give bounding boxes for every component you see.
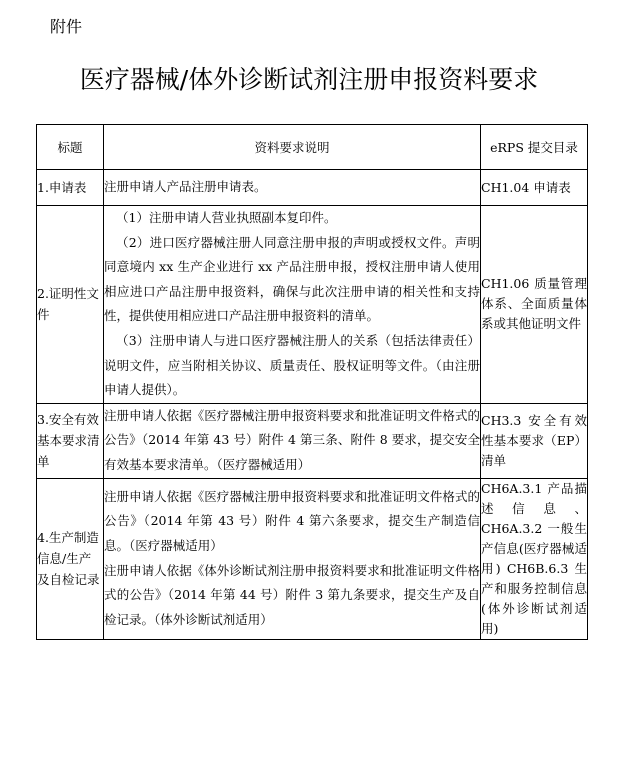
- row-erps: CH1.04 申请表: [481, 170, 588, 206]
- table-row: [37, 403, 588, 478]
- header-erps: eRPS 提交目录: [481, 125, 588, 170]
- row-title: 2.证明性文件: [37, 206, 104, 404]
- header-title: 标题: [37, 125, 104, 170]
- description-paragraph: 注册申请人依据《体外诊断试剂注册申报资料要求和批准证明文件格式的公告》（2014 年第 44 号）附件 3 第九条要求，提交生产及自检记录。（体外诊断试剂适用）: [104, 562, 480, 627]
- row-description: [104, 403, 481, 478]
- document-title: 医疗器械/体外诊断试剂注册申报资料要求: [79, 65, 539, 94]
- description-paragraph: （1）注册申请人营业执照副本复印件。: [116, 210, 337, 225]
- row-erps: CH3.3 安全有效性基本要求（EP）清单: [481, 403, 588, 478]
- table-row: [37, 478, 588, 639]
- row-description: [104, 206, 481, 404]
- row-title: 4.生产制造信息/生产及自检记录: [37, 478, 104, 639]
- row-description: [104, 478, 481, 639]
- table-header-row: [37, 125, 588, 170]
- description-paragraph: 注册申请人依据《医疗器械注册申报资料要求和批准证明文件格式的公告》（2014 年第 43 号）附件 4 第三条、附件 8 要求，提交安全有效基本要求清单。（医疗器械适用）: [104, 407, 480, 472]
- table-row: [37, 206, 588, 404]
- description-paragraph: （3）注册申请人与进口医疗器械注册人的关系（包括法律责任）说明文件，应当附相关协议、质量责任、股权证明等文件。（由注册申请人提供）。: [104, 332, 480, 398]
- row-title: 3.安全有效基本要求清单: [37, 403, 104, 478]
- table-row: [37, 170, 588, 206]
- description-paragraph: 注册申请人产品注册申请表。: [104, 179, 267, 195]
- header-description: 资料要求说明: [104, 125, 481, 170]
- description-paragraph: （2）进口医疗器械注册人同意注册申报的声明或授权文件。声明同意境内 xx 生产企业进行 xx 产品注册申报，授权注册申请人使用相应进口产品注册申报资料，确保与此次注册申请的相关性和支持性，提供使用相应进口产品注册申报资料的清单。: [104, 234, 480, 324]
- requirements-table: [36, 124, 588, 640]
- row-erps: CH1.06 质量管理体系、全面质量体系或其他证明文件: [481, 206, 588, 404]
- attachment-label: 附件: [50, 17, 83, 36]
- row-erps: CH6A.3.1 产品描述信息、CH6A.3.2 一般生产信息(医疗器械适用) CH6B.6.3 生产和服务控制信息(体外诊断试剂适用): [481, 478, 588, 639]
- description-paragraph: 注册申请人依据《医疗器械注册申报资料要求和批准证明文件格式的公告》（2014 年第 43 号）附件 4 第六条要求，提交生产制造信息。（医疗器械适用）: [104, 488, 480, 553]
- row-title: 1.申请表: [37, 170, 104, 206]
- row-description: [104, 170, 481, 206]
